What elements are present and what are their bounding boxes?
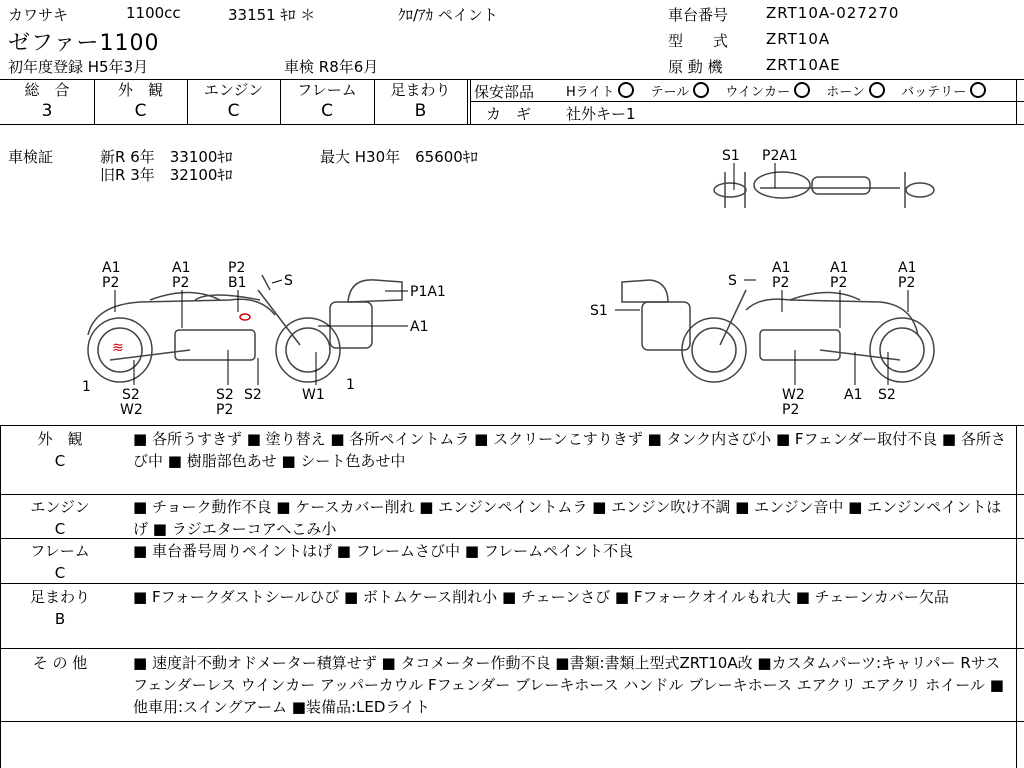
grade-suspension — [374, 80, 467, 122]
tag-right-s1: S1 — [590, 303, 608, 319]
section-grade: C — [54, 564, 66, 582]
inspection-date: 車検 R8年6月 — [284, 58, 379, 76]
svg-text:≋: ≋ — [112, 340, 124, 356]
tag-right-c3b: P2 — [898, 275, 916, 291]
tag-left-b1a: S2 — [122, 387, 140, 403]
certificate-max: 最大 H30年 65600ｷﾛ — [320, 148, 478, 166]
certificate-label: 車検証 — [8, 148, 54, 166]
bike-left-side — [88, 275, 402, 382]
tag-p2a1: P2A1 — [762, 148, 798, 164]
tag-right-s: S — [728, 273, 737, 289]
safety-item-tail: テール — [650, 85, 690, 100]
tag-left-b2a: S2 — [216, 387, 234, 403]
tag-s1: S1 — [722, 148, 740, 164]
key-label: カ ギ — [486, 105, 532, 123]
tag-right-c2a: A1 — [830, 260, 849, 276]
color: ｸﾛ/ｱｶ ペイント — [398, 6, 498, 24]
key-value: 社外キー1 — [566, 105, 636, 123]
tag-left-n1: 1 — [82, 379, 91, 395]
grade-frame — [280, 80, 374, 122]
tag-left-b3: S2 — [244, 387, 262, 403]
tag-left-n2: 1 — [346, 377, 355, 393]
tag-left-c1b: P2 — [102, 275, 120, 291]
tag-left-c3a: P2 — [228, 260, 246, 276]
tag-right-c1b: P2 — [772, 275, 790, 291]
frame-no: ZRT10A-027270 — [766, 4, 900, 22]
maker: カワサキ — [8, 6, 69, 24]
section-suspension-text: ■ Fフォークダストシールひび ■ ボトムケース削れ小 ■ チェーンさび ■ Fフォークオイルもれ大 ■ チェーンカバー欠品 — [133, 588, 949, 606]
section-other-label — [0, 652, 120, 674]
section-label: エンジン — [30, 498, 90, 516]
tag-right-c2b: P2 — [830, 275, 848, 291]
section-exterior-label — [0, 428, 120, 472]
tag-right-c1a: A1 — [772, 260, 791, 276]
grade-label: 総 合 — [24, 81, 70, 99]
type-label: 型 式 — [668, 32, 729, 50]
first-registration: 初年度登録 H5年3月 — [8, 58, 149, 76]
safety-item-winker: ウインカー — [725, 85, 791, 100]
section-grade: C — [54, 452, 66, 470]
bike-top-view — [714, 172, 934, 208]
tag-left-c3b: B1 — [228, 275, 247, 291]
tag-right-b1a: W2 — [782, 387, 805, 403]
section-suspension-label — [0, 586, 120, 630]
tag-right-b1b: P2 — [782, 402, 800, 418]
tag-right-c3a: A1 — [898, 260, 917, 276]
grade-exterior — [94, 80, 187, 122]
safety-title: 保安部品 — [474, 83, 535, 101]
tag-left-c2a: A1 — [172, 260, 191, 276]
tag-left-p1a1: P1A1 — [410, 284, 446, 300]
frame-no-label: 車台番号 — [668, 6, 729, 24]
tag-left-b2b: P2 — [216, 402, 234, 418]
tag-left-c1a: A1 — [102, 260, 121, 276]
engine-value: ZRT10AE — [766, 56, 841, 74]
tag-left-s: S — [284, 273, 293, 289]
section-engine-label — [0, 496, 120, 540]
certificate-new: 新R 6年 33100ｷﾛ — [100, 148, 233, 166]
section-other-text: ■ 速度計不動オドメーター積算せず ■ タコメーター作動不良 ■書類:書類上型式ZRT10A改 ■カスタムパーツ:キャリパー Rサス フェンダーレス ウインカー アッパーカウル Fフェンダー ブレーキホース ハンドル ブレーキホース エアクリ エアクリ ホイール ■他車用:スイングアーム ■装備品:LEDライト — [133, 654, 1004, 716]
grade-overall — [0, 80, 94, 122]
grade-label: 足まわり — [390, 81, 451, 99]
certificate-old: 旧R 3年 32100ｷﾛ — [100, 166, 233, 184]
tag-right-b3: S2 — [878, 387, 896, 403]
section-label: 足まわり — [29, 588, 90, 606]
engine-label: 原 動 機 — [668, 58, 723, 76]
grade-label: フレーム — [297, 81, 357, 99]
grade-value: B — [414, 101, 427, 121]
tag-left-c2b: P2 — [172, 275, 190, 291]
safety-item-battery: バッテリー — [901, 85, 967, 100]
safety-items — [566, 81, 986, 100]
section-exterior-text: ■ 各所うすきず ■ 塗り替え ■ 各所ペイントムラ ■ スクリーンこすりきず ■ タンク内さび小 ■ Fフェンダー取付不良 ■ 各所さび中 ■ 樹脂部色あせ ■ シート色あせ中 — [133, 430, 1006, 470]
type-value: ZRT10A — [766, 30, 831, 48]
displacement: 1100cc — [126, 4, 181, 22]
section-engine-text: ■ チョーク動作不良 ■ ケースカバー削れ ■ エンジンペイントムラ ■ エンジン吹け不調 ■ エンジン音中 ■ エンジンペイントはげ ■ ラジエターコアへこみ小 — [133, 498, 1002, 538]
ok-circle-icon — [970, 82, 986, 98]
grade-value: C — [134, 101, 147, 121]
section-frame-text: ■ 車台番号周りペイントはげ ■ フレームさび中 ■ フレームペイント不良 — [133, 542, 634, 560]
model-name: ゼファー1100 — [8, 31, 160, 56]
ok-circle-icon — [869, 82, 885, 98]
tag-left-a1: A1 — [410, 319, 429, 335]
bike-right-side — [622, 280, 934, 382]
mileage: 33151 ｷﾛ ＊ — [228, 6, 316, 24]
tag-left-b1b: W2 — [120, 402, 143, 418]
ok-circle-icon — [693, 82, 709, 98]
section-grade: B — [54, 610, 66, 628]
grade-value: C — [227, 101, 240, 121]
tag-left-w1: W1 — [302, 387, 325, 403]
damage-diagram — [0, 130, 1024, 430]
section-label: フレーム — [30, 542, 90, 560]
section-frame-label — [0, 540, 120, 584]
ok-circle-icon — [618, 82, 634, 98]
section-grade: C — [54, 520, 66, 538]
grade-label: エンジン — [203, 81, 264, 99]
tag-right-b2: A1 — [844, 387, 863, 403]
safety-item-horn: ホーン — [826, 85, 865, 100]
grade-label: 外 観 — [117, 81, 163, 99]
safety-item-headlight: Hライト — [566, 85, 615, 100]
section-label: そ の 他 — [32, 654, 88, 672]
grade-value: 3 — [41, 101, 53, 121]
section-label: 外 観 — [37, 430, 83, 448]
grade-engine — [187, 80, 280, 122]
ok-circle-icon — [794, 82, 810, 98]
grade-value: C — [321, 101, 333, 121]
